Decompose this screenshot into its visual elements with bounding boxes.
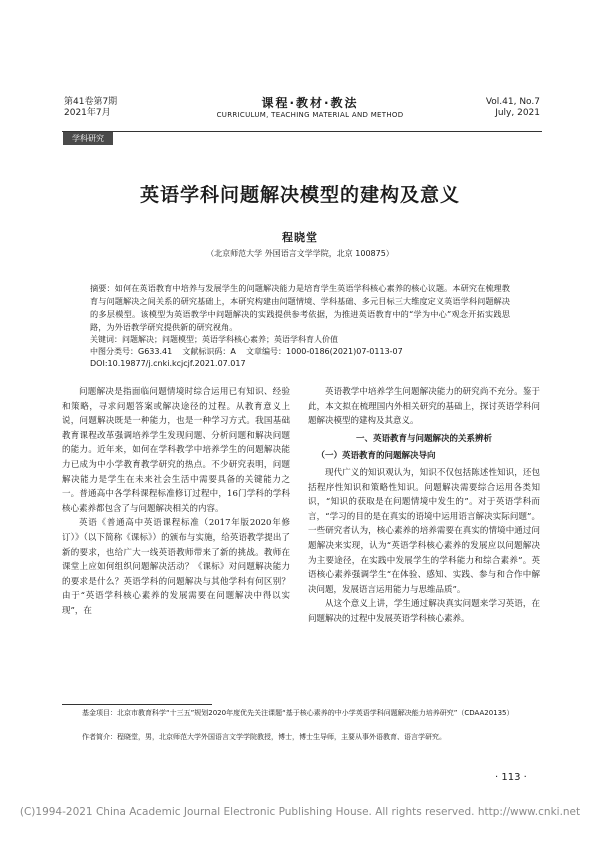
body-paragraph: 英语教学中培养学生问题解决能力的研究尚不充分。鉴于此，本文拟在梳理国内外相关研究的基础上，探讨英语学科问题解决模型的建构及其意义。 [308, 387, 540, 427]
document-code: 文献标识码：A [182, 347, 236, 356]
subsection-heading: （一）英语教育的问题解决导向 [316, 451, 436, 462]
abstract: 摘要：如何在英语教育中培养与发展学生的问题解决能力是培育学生英语学科核心素养的核心议题。本研究在梳理教育与问题解决之间关系的研究基础上，本研究构建由问题情境、学科基础、多元目标三大维度定义英语学科问题解决的多层模型。该模型为英语教学中问题解决的实践提供参考依据，为推进英语教育中的“学为中心”观念开拓实践思路，为外语教学研究提供新的研究视角。 [90, 283, 510, 332]
section-heading: 一、英语教育与问题解决的关系辨析 [355, 433, 492, 444]
copyright-notice: (C)1994-2021 China Academic Journal Electronic Publishing House. All rights reserved. http://www.cnki.net [19, 806, 581, 818]
date-cn: 2021年7月 [64, 108, 111, 118]
fund-footnote: 基金项目：北京市教育科学“十三五”规划2020年度优先关注课题“基于核心素养的中小学英语学科问题解决能力培养研究”（CDAA20135） [82, 709, 514, 717]
journal-masthead [190, 94, 430, 119]
article-number: 文章编号：1000-0186(2021)07-0113-07 [246, 347, 403, 356]
issue-cn: 第41卷第7期 [64, 97, 118, 107]
keywords: 关键词：问题解决；问题模型；英语学科核心素养；英语学科育人价值 [90, 335, 338, 344]
section-tag: 学科研究 [63, 132, 113, 145]
body-paragraph: 问题解决是指面临问题情境时综合运用已有知识、经验和策略，寻求问题答案或解决途径的过程。从教育意义上说，问题解决既是一种能力，也是一种学习方式。我国基础教育课程改革强调培养学生发现问题、分析问题和解决问题的能力。近年来，如何在学科教学中培养学生的问题解决能力已成为中小学教育教学研究的热点。不少研究表明，问题解决能力是学生在未来社会生活中需要具备的关键能力之一。普通高中各学科课程标准修订过程中，16门学科的学科核心素养都包含了与问题解决相关的内容。 [62, 387, 290, 514]
journal-title-cn: 课程·教材·教法 [261, 96, 359, 110]
author-name: 程晓堂 [282, 231, 318, 244]
volume-info [470, 97, 540, 119]
header-rule [62, 131, 542, 132]
classification-line [90, 346, 403, 358]
journal-title-en: CURRICULUM, TEACHING MATERIAL AND METHOD [216, 111, 404, 119]
author-affiliation: （北京师范大学 外国语言文学学院，北京 100875） [206, 249, 394, 258]
clc-number: 中图分类号：G633.41 [90, 347, 173, 356]
volume-en: Vol.41, No.7 [485, 97, 540, 107]
body-column-left [62, 385, 290, 619]
body-column-right [308, 385, 540, 627]
footnote-rule [62, 704, 212, 705]
author-bio-footnote: 作者简介：程晓堂，男，北京师范大学外国语言文学学院教授，博士，博士生导师，主要从事外语教育、语言学研究。 [82, 733, 446, 741]
date-en: July, 2021 [495, 108, 540, 118]
body-paragraph: 从这个意义上讲，学生通过解决真实问题来学习英语，在问题解决的过程中发展英语学科核心素养。 [308, 599, 540, 624]
article-title: 英语学科问题解决模型的建构及意义 [139, 184, 460, 206]
body-paragraph: 英语《普通高中英语课程标准（2017年版2020年修订）》（以下简称《课标》）的颁布与实施，给英语教学提出了新的要求，也给广大一线英语教师带来了新的挑战。教师在课堂上应如何组织问题解决活动？《课标》对问题解决能力的要求是什么？英语学科的问题解决与其他学科有何区别？由于“英语学科核心素养的发展需要在问题解决中得以实现”，在 [62, 518, 290, 616]
issue-info [64, 97, 117, 119]
doi: DOI:10.19877/j.cnki.kcjcjf.2021.07.017 [90, 359, 246, 368]
body-paragraph: 现代广义的知识观认为，知识不仅包括陈述性知识，还包括程序性知识和策略性知识。问题解决需要综合运用各类知识，“知识的获取是在问题情境中发生的”。对于英语学科而言，“学习的目的是在真实的语境中运用语言解决实际问题”。一些研究者认为，核心素养的培养需要在真实的情境中通过问题解决来实现，认为“英语学科核心素养的发展应以问题解决为主要途径，在实践中发展学生的学科能力和综合素养”。英语核心素养强调学生“在体验、感知、实践、参与和合作中解决问题，发展语言运用能力与思维品质”。 [308, 467, 540, 595]
page-number: · 113 · [495, 772, 527, 783]
